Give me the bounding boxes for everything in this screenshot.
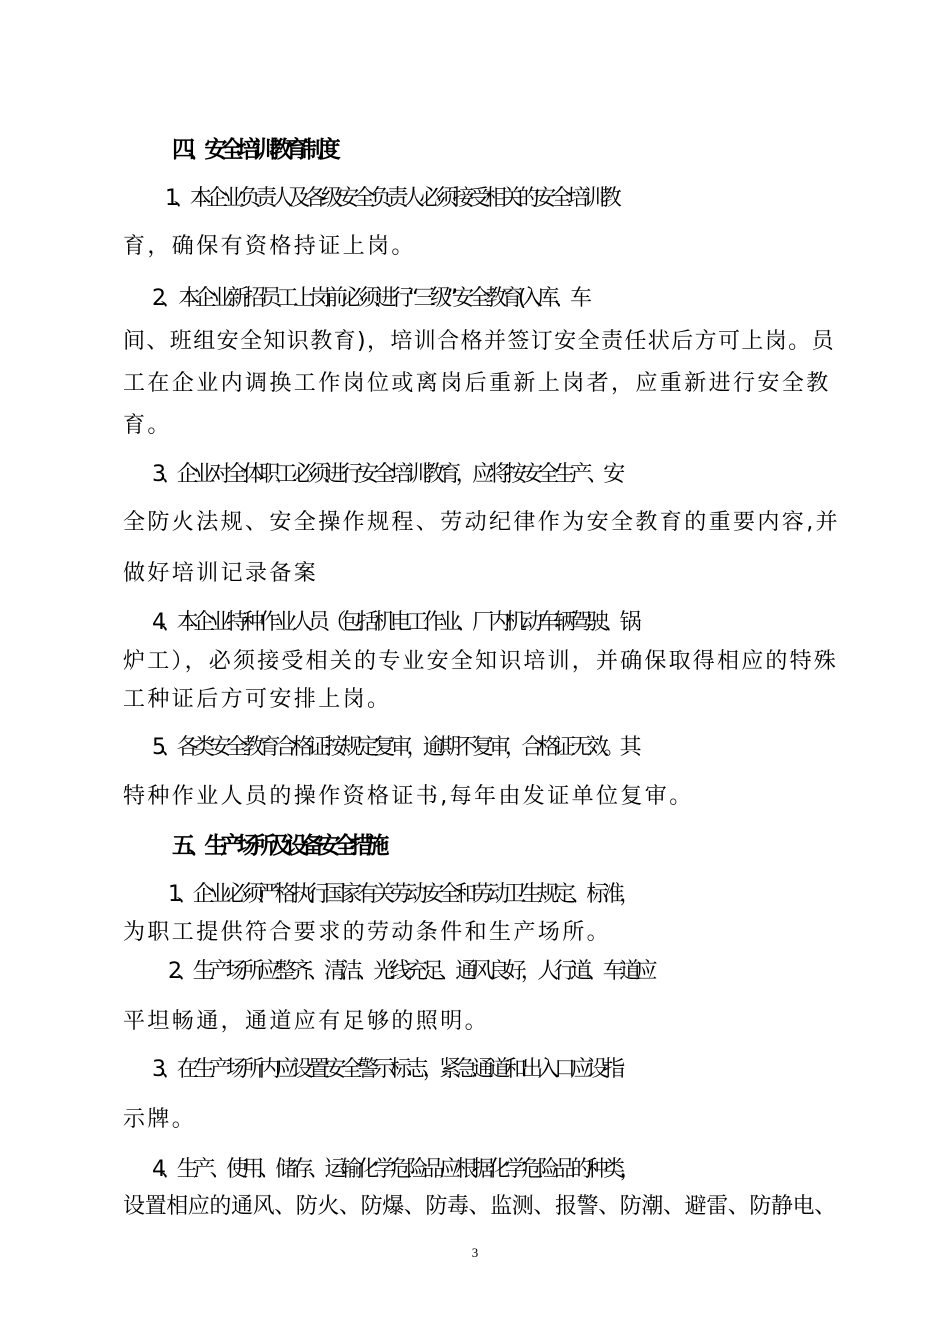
paragraph-5-4-line-1: 4、生产、使用、储存、运输化学危险品应根据化学危险品的种类， [152,1157,636,1182]
paragraph-5-1-line-1: 1、企业必须严格执行国家有关劳动安全和劳动卫生规定、标准， [168,882,636,907]
paragraph-5-2-line-1: 2、生产场所应整齐、清洁、光线充足、通风良好，人行道、车道应 [168,959,652,984]
paragraph-5-3-line-2: 示牌。 [123,1107,197,1132]
section-heading-5: 五、生产场所及设备安全措施 [172,833,383,859]
paragraph-4-2-line-2: 间、班组安全知识教育)，培训合格并签订安全责任状后方可上岗。员 [123,329,835,354]
paragraph-4-1-line-1: 1、本企业负责人及各级安全负责人必须接受相关的安全培训教 [165,186,617,211]
paragraph-5-2-line-2: 平坦畅通，通道应有足够的照明。 [123,1009,490,1034]
paragraph-4-4-line-1: 4、本企业特种作业人员（包括机电工作业、厂内机动车辆驾驶、锅 [152,610,636,635]
paragraph-4-1-line-2: 育，确保有资格持证上岗。 [123,234,416,259]
paragraph-4-2-line-3: 工在企业内调换工作岗位或离岗后重新上岗者，应重新进行安全教 [123,371,831,396]
paragraph-4-3-line-1: 3、企业对全体职工必须进行安全培训教育，应将按安全生产、安 [152,462,620,487]
paragraph-5-3-line-1: 3、在生产场所内应设置安全警示标志，紧急通道和出入口应设指 [152,1057,620,1082]
paragraph-4-2-line-4: 育。 [123,413,172,438]
section-heading-4: 四、安全培训教育制度 [172,137,335,163]
paragraph-4-3-line-2: 全防火法规、安全操作规程、劳动纪律作为安全教育的重要内容,并 [123,510,840,535]
paragraph-4-4-line-3: 工种证后方可安排上岗。 [123,687,392,712]
paragraph-4-3-line-3: 做好培训记录备案 [123,561,319,586]
paragraph-4-2-line-1: 2、 本企业新招员工上岗前必须进行“三级”安全教育(入库、车 [152,286,587,311]
paragraph-5-1-line-2: 为职工提供符合要求的劳动条件和生产场所。 [123,920,612,945]
paragraph-4-5-line-2: 特种作业人员的操作资格证书,每年由发证单位复审。 [123,784,694,809]
paragraph-5-4-line-2: 设置相应的通风、防火、防爆、防毒、监测、报警、防潮、避雷、防静电、 [123,1194,836,1219]
paragraph-4-4-line-2: 炉工），必须接受相关的专业安全知识培训，并确保取得相应的特殊 [123,649,839,674]
paragraph-4-5-line-1: 5、各类安全教育合格证按规定复审，逾期不复审，合格证无效。其 [152,735,636,760]
page-number: 3 [471,1245,479,1260]
